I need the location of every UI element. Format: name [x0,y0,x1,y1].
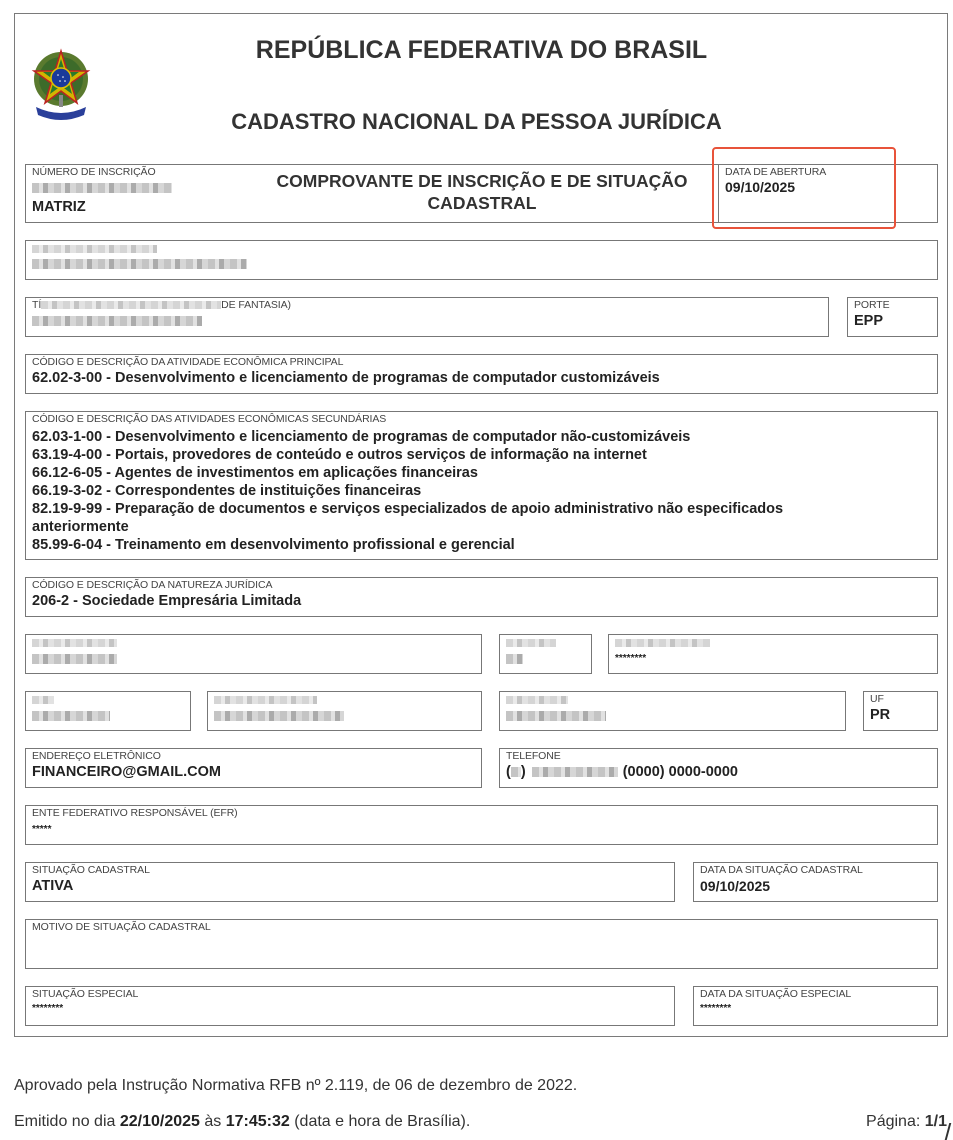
motivo-box [25,919,938,969]
atividade-item: 82.19-9-99 - Preparação de documentos e serviços especializados de apoio administrativo não especificados [32,501,784,517]
emission-time: 17:45:32 [225,1113,290,1130]
atividade-item: 63.19-4-00 - Portais, provedores de conteúdo e outros serviços de informação na internet [32,447,647,463]
motivo-label: MOTIVO DE SITUAÇÃO CADASTRAL [32,921,211,933]
numero-box [499,634,592,674]
approval-note: Aprovado pela Instrução Normativa RFB nº 2.119, de 06 de dezembro de 2022. [14,1077,578,1094]
situacao-value: ATIVA [32,878,74,894]
natureza-juridica-label: CÓDIGO E DESCRIÇÃO DA NATUREZA JURÍDICA [32,579,273,591]
abertura-value: 09/10/2025 [725,179,796,195]
data-especial-value: ******** [700,1003,732,1014]
fantasia-label-start: TÍ [32,299,42,311]
comprovante-line1: COMPROVANTE DE INSCRIÇÃO E DE SITUAÇÃO [276,171,688,191]
telefone-label: TELEFONE [506,750,561,762]
telefone-number-redacted [532,767,618,777]
country-title: REPÚBLICA FEDERATIVA DO BRASIL [255,36,708,64]
atividades-secundarias-list [32,428,783,554]
bairro-label-redacted [214,696,317,704]
inscricao-box [25,164,246,223]
porte-label: PORTE [854,299,890,311]
complemento-box [608,634,938,674]
uf-value: PR [870,707,891,723]
efr-value: ***** [32,824,52,835]
natureza-juridica-value: 206-2 - Sociedade Empresária Limitada [32,593,302,609]
fantasia-label-end: DE FANTASIA) [221,299,291,311]
numero-label-redacted [506,639,556,647]
porte-box [847,297,938,337]
email-label: ENDEREÇO ELETRÔNICO [32,750,161,762]
atividade-item: 85.99-6-04 - Treinamento em desenvolvimento profissional e gerencial [32,537,515,553]
telefone-open-paren: ( [506,764,511,780]
fantasia-label-redacted [41,301,221,309]
email-value: FINANCEIRO@GMAIL.COM [32,764,221,780]
fantasia-box [25,297,829,337]
data-situacao-value: 09/10/2025 [700,878,771,894]
inscricao-tipo: MATRIZ [32,199,86,215]
uf-box [863,691,938,731]
especial-value: ******** [32,1003,64,1014]
atividades-secundarias-label: CÓDIGO E DESCRIÇÃO DAS ATIVIDADES ECONÔMICAS SECUNDÁRIAS [32,413,387,425]
data-especial-label: DATA DA SITUAÇÃO ESPECIAL [700,988,852,1000]
atividade-item: 66.12-6-05 - Agentes de investimentos em aplicações financeiras [32,465,478,481]
uf-label: UF [870,693,884,705]
complemento-value: ******** [615,653,647,664]
email-box [25,748,482,788]
data-especial-box [693,986,938,1026]
cep-value-redacted [32,711,110,721]
emission-mid: às [199,1113,226,1130]
emission-suffix: (data e hora de Brasília). [289,1113,471,1130]
page-label: Página: [866,1113,925,1130]
abertura-highlight [712,147,896,229]
municipio-box [499,691,846,731]
emission-note [14,1113,470,1131]
atividade-item: 66.19-3-02 - Correspondentes de instituições financeiras [32,483,422,499]
registry-title: CADASTRO NACIONAL DA PESSOA JURÍDICA [231,109,722,134]
emission-date: 22/10/2025 [119,1113,200,1130]
nome-label-redacted [32,245,157,253]
complemento-label-redacted [615,639,710,647]
page-value: 1/1 [924,1113,947,1130]
comprovante-box [245,164,719,223]
atividade-principal-box [25,354,938,394]
inscricao-label: NÚMERO DE INSCRIÇÃO [32,166,156,178]
especial-label: SITUAÇÃO ESPECIAL [32,988,139,1000]
telefone-box [499,748,938,788]
data-situacao-box [693,862,938,902]
inscricao-redacted [32,183,172,193]
atividades-secundarias-box [25,411,938,560]
cep-box [25,691,191,731]
numero-value-redacted [506,654,523,664]
cep-label-redacted [32,696,54,704]
fantasia-value-redacted [32,316,202,326]
situacao-label: SITUAÇÃO CADASTRAL [32,864,150,876]
nome-empresarial-box [25,240,938,280]
telefone-extra: (0000) 0000-0000 [622,764,738,780]
telefone-close-paren: ) [520,764,526,780]
natureza-juridica-box [25,577,938,617]
efr-label: ENTE FEDERATIVO RESPONSÁVEL (EFR) [32,807,238,819]
comprovante-line2: CADASTRAL [427,193,537,213]
atividade-item: anteriormente [32,519,129,535]
emission-prefix: Emitido no dia [14,1113,120,1130]
municipio-value-redacted [506,711,606,721]
nome-value-redacted [32,259,247,269]
abertura-label: DATA DE ABERTURA [725,166,827,178]
efr-box [25,805,938,845]
especial-box [25,986,675,1026]
atividade-principal-value: 62.02-3-00 - Desenvolvimento e licenciamento de programas de computador customizáveis [32,370,660,386]
municipio-label-redacted [506,696,568,704]
logradouro-label-redacted [32,639,117,647]
porte-value: EPP [854,313,884,329]
logradouro-value-redacted [32,654,117,664]
atividade-item: 62.03-1-00 - Desenvolvimento e licenciamento de programas de computador não-customizáveis [32,429,691,445]
telefone-ddd-redacted [511,767,521,777]
data-situacao-label: DATA DA SITUAÇÃO CADASTRAL [700,864,863,876]
logradouro-box [25,634,482,674]
bairro-value-redacted [214,711,344,721]
bairro-box [207,691,482,731]
page-indicator [866,1113,947,1131]
situacao-box [25,862,675,902]
atividade-principal-label: CÓDIGO E DESCRIÇÃO DA ATIVIDADE ECONÔMICA PRINCIPAL [32,356,344,368]
